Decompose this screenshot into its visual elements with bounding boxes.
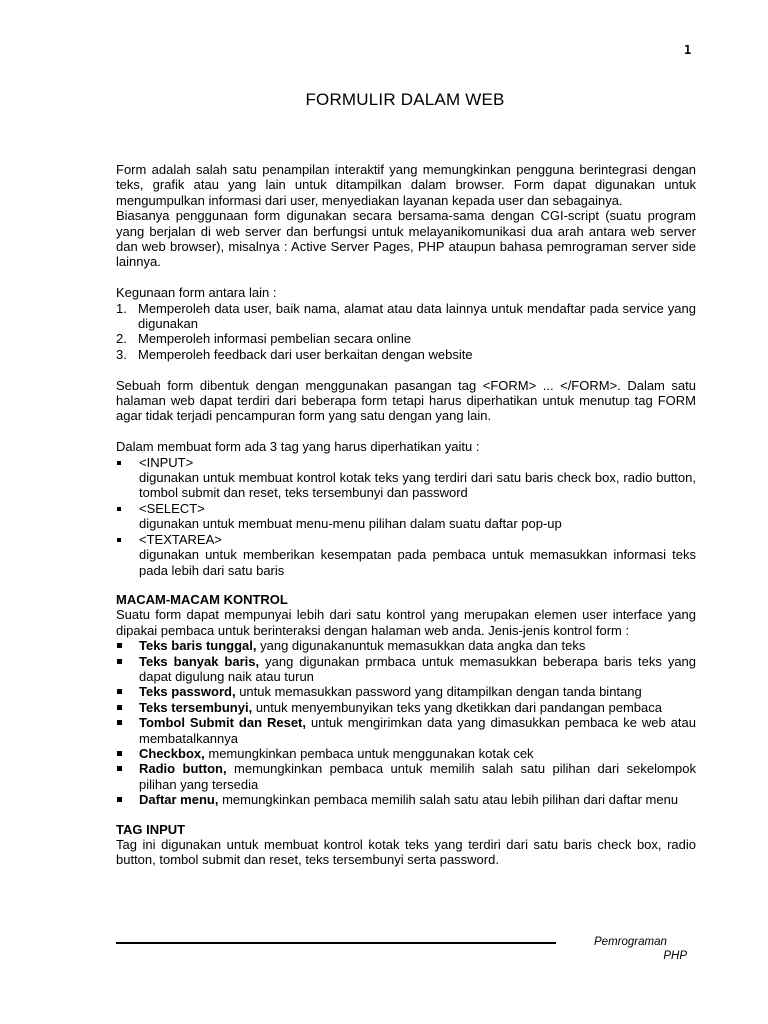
list-item-text: Memperoleh data user, baik nama, alamat atau data lainnya untuk mendaftar pada service yang digunakan (138, 300, 696, 332)
tags-list (116, 532, 696, 547)
footer-divider (116, 942, 556, 944)
control-description: yang digunakan prmbaca untuk memasukkan beberapa baris teks yang dapat digulung naik atau turun (139, 653, 697, 684)
list-item-text: Memperoleh informasi pembelian secara online (138, 331, 412, 347)
list-number: 1. (116, 300, 127, 316)
list-number: 3. (116, 346, 127, 362)
list-item (116, 746, 696, 761)
intro-paragraph-2: Biasanya penggunaan form digunakan secara bersama-sama dengan CGI-script (suatu program yang berjalan di web server dan berfungsi untuk melayanikomunikasi dua arah antara web server dan web browser), misalnya : Active Server Pages, PHP ataupun bahasa pemrograman server side lainnya. (116, 208, 696, 270)
control-term: Checkbox, (139, 745, 205, 761)
control-term: Teks password, (139, 684, 236, 700)
spacer (116, 808, 696, 822)
list-item (116, 715, 696, 746)
control-term: Daftar menu, (139, 792, 219, 808)
list-item (116, 301, 696, 332)
tags-list (116, 501, 696, 516)
page-title: FORMULIR DALAM WEB (305, 90, 505, 109)
intro-paragraph-1: Form adalah salah satu penampilan interaktif yang memungkinkan pengguna berintegrasi dengan teks, grafik atau yang lain untuk ditampilkan dalam browser. Form dapat digunakan untuk mengumpulkan informasi dari user, menyediakan layanan kepada user dan sebagainya. (116, 162, 696, 208)
spacer (116, 270, 696, 285)
control-description: memungkinkan pembaca memilih salah satu atau lebih pilihan dari daftar menu (218, 792, 679, 808)
control-term: Teks baris tunggal, (139, 638, 257, 654)
control-term: Radio button, (139, 761, 227, 777)
controls-list (116, 638, 696, 807)
control-description: untuk menyembunyikan teks yang dketikkan dari pandangan pembaca (252, 699, 662, 715)
control-term: Tombol Submit dan Reset, (139, 715, 307, 731)
list-item-input-tag: <INPUT> (116, 455, 696, 470)
textarea-tag-description: digunakan untuk memberikan kesempatan pada pembaca untuk memasukkan informasi teks pada lebih dari satu baris (139, 547, 696, 578)
control-term: Teks banyak baris, (139, 653, 260, 669)
control-description: untuk mengirimkan data yang dimasukkan pembaca ke web atau membatalkannya (139, 715, 696, 746)
uses-list (116, 301, 696, 363)
input-tag-description: digunakan untuk membuat kontrol kotak teks yang terdiri dari satu baris check box, radio button, tombol submit dan reset, teks tersembunyi dan password (139, 470, 696, 501)
list-item (116, 654, 696, 685)
footer-line-1: Pemrograman (594, 936, 667, 948)
list-item (116, 331, 696, 346)
spacer (116, 424, 696, 439)
controls-intro: Suatu form dapat mempunyai lebih dari satu kontrol yang merupakan elemen user interface yang dipakai pembaca untuk berinteraksi dengan halaman web anda. Jenis-jenis kontrol form : (116, 607, 696, 638)
list-item (116, 347, 696, 362)
list-item (116, 792, 696, 807)
select-tag-description: digunakan untuk membuat menu-menu pilihan dalam suatu daftar pop-up (139, 516, 562, 532)
tags-list (116, 455, 696, 470)
control-description: yang digunakanuntuk memasukkan data angka dan teks (256, 638, 586, 654)
control-term: Teks tersembunyi, (139, 699, 253, 715)
list-item-textarea-tag: <TEXTAREA> (116, 532, 696, 547)
spacer (116, 578, 696, 592)
tag-input-text: Tag ini digunakan untuk membuat kontrol kotak teks yang terdiri dari satu baris check box, radio button, tombol submit dan reset, teks tersembunyi serta password. (116, 837, 696, 868)
list-item-select-tag: <SELECT> (116, 501, 696, 516)
uses-heading: Kegunaan form antara lain : (116, 285, 277, 301)
control-description: memungkinkan pembaca untuk memilih salah satu pilihan dari sekelompok pilihan yang tersedia (139, 761, 696, 792)
list-item (116, 638, 696, 653)
tags-heading: Dalam membuat form ada 3 tag yang harus diperhatikan yaitu : (116, 439, 480, 455)
list-item-text: Memperoleh feedback dari user berkaitan dengan website (138, 346, 473, 362)
control-description: untuk memasukkan password yang ditampilkan dengan tanda bintang (235, 684, 642, 700)
list-item (116, 700, 696, 715)
document-body (116, 162, 696, 868)
page-number: 1 (684, 43, 692, 57)
control-description: memungkinkan pembaca untuk menggunakan kotak cek (204, 745, 534, 761)
list-number: 2. (116, 331, 127, 347)
controls-heading: MACAM-MACAM KONTROL (116, 591, 288, 607)
footer-label (594, 935, 687, 963)
spacer (116, 362, 696, 377)
list-item (116, 761, 696, 792)
footer-line-2: PHP (663, 950, 687, 962)
list-item (116, 684, 696, 699)
tag-input-heading: TAG INPUT (116, 821, 186, 837)
form-tag-paragraph: Sebuah form dibentuk dengan menggunakan pasangan tag <FORM> ... </FORM>. Dalam satu halaman web dapat terdiri dari beberapa form tetapi harus diperhatikan untuk menutup tag FORM agar tidak terjadi pencampuran form yang satu dengan yang lain. (116, 377, 696, 424)
